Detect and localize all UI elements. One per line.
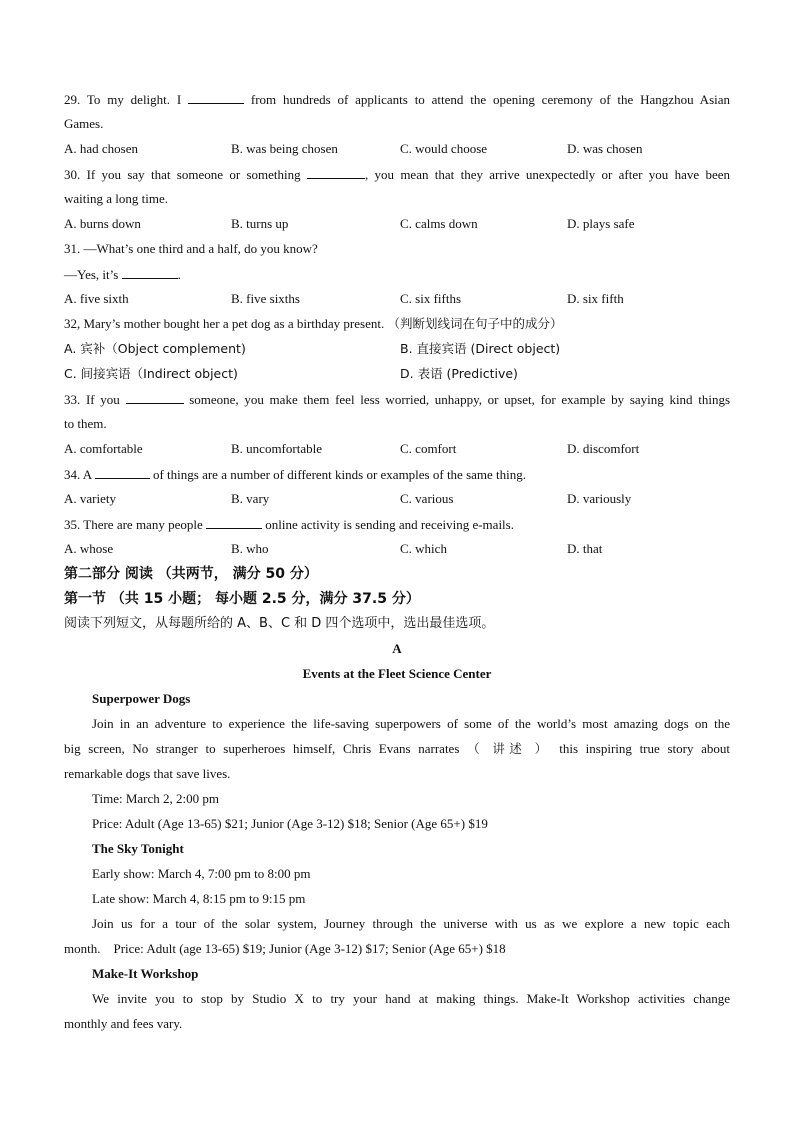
stem-text: . [177,267,181,282]
stem-text: , you mean that they arrive unexpectedly or after you have been [364,167,730,182]
option-b: B. vary [231,491,270,506]
option-b: B. was being chosen [231,141,338,156]
option-d: D. that [567,541,603,556]
option-c: C. 间接宾语（Indirect object) [64,366,238,381]
option-a: A. 宾补（Object complement) [64,341,246,356]
paragraph-line: monthly and fees vary. [64,1016,183,1031]
option-c: C. comfort [400,441,457,456]
question-number: 31. [64,241,81,256]
option-c: C. six fifths [400,291,462,306]
option-b: B. turns up [231,216,289,231]
question-35-stem [64,515,730,534]
paragraph-text: big screen, No stranger to superheroes himself, Chris Evans narrates [64,741,460,756]
option-c: C. would choose [400,141,488,156]
option-d: D. plays safe [567,216,635,231]
stem-text: —What’s one third and a half, do you know? [83,241,318,256]
event-time: Time: March 2, 2:00 pm [92,791,219,806]
option-a: A. whose [64,541,114,556]
paragraph-line: Join us for a tour of the solar system, Journey through the universe with us as we explore a new topic each [92,916,730,931]
option-c: C. which [400,541,447,556]
question-30-stem-cont: waiting a long time. [64,191,168,206]
question-31-stem [64,240,730,258]
passage-letter: A [392,641,402,656]
paragraph-line: Join in an adventure to experience the life-saving superpowers of some of the world’s most amazing dogs on the [92,716,730,731]
option-c: C. calms down [400,216,478,231]
stem-text: of things are a number of different kinds or examples of the same thing. [152,467,527,482]
stem-text: To my delight. I [86,92,182,107]
stem-text: from hundreds of applicants to attend the opening ceremony of the Hangzhou Asian [250,92,731,107]
event-time: Late show: March 4, 8:15 pm to 9:15 pm [92,891,306,906]
answer-blank [206,515,262,529]
option-d: D. six fifth [567,291,624,306]
stem-text: online activity is sending and receiving e-mails. [265,517,514,532]
paragraph-line: We invite you to stop by Studio X to try your hand at making things. Make-It Workshop activities change [92,991,730,1006]
section-heading: 第一节 （共 15 小题； 每小题 2.5 分，满分 37.5 分） [64,591,420,607]
option-b: B. uncomfortable [231,441,322,456]
option-a: A. had chosen [64,141,139,156]
event-price: Price: Adult (Age 13-65) $21; Junior (Age 3-12) $18; Senior (Age 65+) $19 [92,816,488,831]
option-b: B. who [231,541,269,556]
question-number: 33. [64,392,81,407]
option-c: C. various [400,491,454,506]
stem-text: —Yes, it’s [64,267,119,282]
question-30-stem [64,165,730,184]
question-number: 30. [64,167,81,182]
question-number: 29. [64,92,81,107]
event-heading: Make-It Workshop [92,966,199,981]
question-33-stem [64,390,730,409]
paragraph-line: month. Price: Adult (age 13-65) $19; Junior (Age 3-12) $17; Senior (Age 65+) $18 [64,941,506,956]
passage-title: Events at the Fleet Science Center [302,666,492,681]
option-b: B. five sixths [231,291,300,306]
answer-blank [126,390,184,404]
stem-text: A [82,467,92,482]
stem-text: There are many people [83,517,203,532]
part-heading: 第二部分 阅读 （共两节， 满分 50 分） [64,566,318,582]
option-a: A. variety [64,491,116,506]
option-a: A. burns down [64,216,141,231]
question-32-stem [64,315,730,333]
event-heading: Superpower Dogs [92,691,191,706]
option-a: A. comfortable [64,441,143,456]
event-heading: The Sky Tonight [92,841,184,856]
stem-text: If you say that someone or something [86,167,301,182]
question-31-stem-cont [64,265,730,284]
option-d: D. variously [567,491,632,506]
question-34-stem [64,465,730,484]
option-d: D. 表语 (Predictive) [400,366,518,381]
paragraph-text: this inspiring true story about [559,741,731,756]
stem-note: （判断划线词在句子中的成分） [387,316,563,331]
answer-blank [188,90,244,104]
question-number: 35. [64,517,81,532]
option-d: D. discomfort [567,441,640,456]
stem-text: Mary’s mother bought her a pet dog as a birthday present. [83,316,385,331]
stem-text: someone, you make them feel less worried, unhappy, or upset, for example by saying kind things [189,392,731,407]
answer-blank [307,165,365,179]
option-d: D. was chosen [567,141,643,156]
option-a: A. five sixth [64,291,129,306]
gloss-note: （ 讲述 ） [467,741,552,756]
question-number: 32, [64,316,81,331]
stem-text: If you [85,392,120,407]
paragraph-line: remarkable dogs that save lives. [64,766,231,781]
question-number: 34. [64,467,81,482]
question-29-stem-cont: Games. [64,116,104,131]
question-29-stem [64,90,730,109]
answer-blank [122,265,178,279]
instruction-text: 阅读下列短文，从每题所给的 A、B、C 和 D 四个选项中，选出最佳选项。 [64,616,495,631]
event-time: Early show: March 4, 7:00 pm to 8:00 pm [92,866,311,881]
option-b: B. 直接宾语 (Direct object) [400,341,561,356]
question-33-stem-cont: to them. [64,416,107,431]
answer-blank [95,465,150,479]
paragraph-line [64,740,730,758]
